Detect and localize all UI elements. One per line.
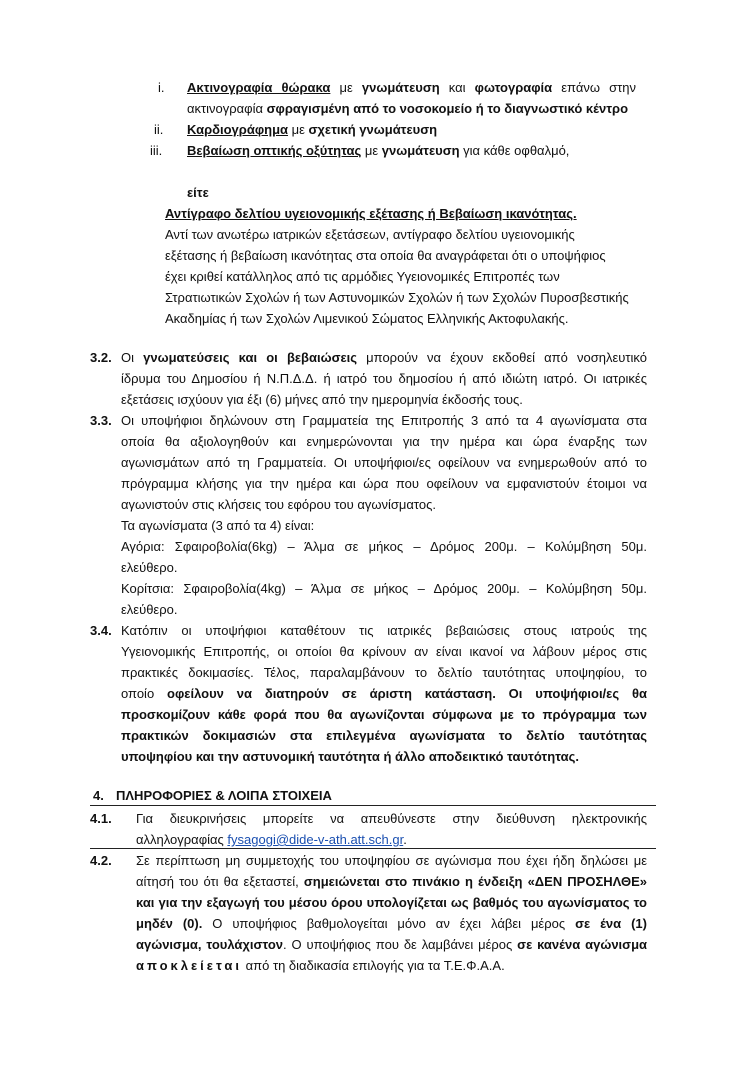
heading-rule xyxy=(90,805,656,806)
section-4-heading: ΠΛΗΡΟΦΟΡΙΕΣ & ΛΟΙΠΑ ΣΤΟΙΧΕΙΑ xyxy=(116,788,332,803)
section-4-2-text: Σε περίπτωση μη συμμετοχής του υποψηφίου σε αγώνισμα που έχει ήδη δηλώσει με xyxy=(136,853,647,868)
list-marker: ii. xyxy=(154,122,164,137)
events-girls-cont: ελεύθερο. xyxy=(121,602,178,617)
copy-certificate-title: Αντίγραφο δελτίου υγειονομικής εξέτασης ή Βεβαίωση ικανότητας. xyxy=(165,206,577,221)
email-link[interactable]: fysagogi@dide-v-ath.att.sch.gr xyxy=(227,832,404,847)
section-4-2-text: και για την εξαγωγή του μέσου όρου υπολογίζεται ως βαθμός του αγωνίσματος το xyxy=(136,895,647,910)
section-3-3-text: οποία θα αξιολογηθούν και ενημερώνονται για την ημέρα και ώρα έναρξης των xyxy=(121,434,647,449)
section-3-4-text: πρακτικών δοκιμασιών στα επιλεγμένα αγωνίσματα το δελτίο ταυτότητας xyxy=(121,728,647,743)
events-intro: Τα αγωνίσματα (3 από τα 4) είναι: xyxy=(121,518,315,533)
section-4-2-text: αποκλείεται από τη διαδικασία επιλογής για τα Τ.Ε.Φ.Α.Α. xyxy=(136,958,505,973)
section-3-3-text: αγωνισμάτων από τη Γραμματεία. Οι υποψήφιοι/ες οφείλουν να ενημερωθούν από το xyxy=(121,455,647,470)
section-3-4-text: Κατόπιν οι υποψήφιοι καταθέτουν τις ιατρικές βεβαιώσεις στους ιατρούς της xyxy=(121,623,647,638)
section-number: 4.2. xyxy=(90,853,112,868)
list-item-visual-acuity: Βεβαίωση οπτικής οξύτητας με γνωμάτευση για κάθε οφθαλμό, xyxy=(187,143,570,158)
copy-certificate-text: Στρατιωτικών Σχολών ή των Αστυνομικών Σχολών ή των Σχολών Πυροσβεστικής xyxy=(165,290,629,305)
section-number: 4. xyxy=(93,788,104,803)
section-number: 4.1. xyxy=(90,811,112,826)
section-4-1-text: αλληλογραφίας fysagogi@dide-v-ath.att.sch.gr. xyxy=(136,832,407,847)
copy-certificate-text: Αντί των ανωτέρω ιατρικών εξετάσεων, αντίγραφο δελτίου υγειονομικής xyxy=(165,227,575,242)
section-3-4-text: οποίο οφείλουν να διατηρούν σε άριστη κατάσταση. Οι υποψήφιοι/ες θα xyxy=(121,686,647,701)
section-rule xyxy=(90,848,656,849)
section-4-2-text: μηδέν (0). Ο υποψήφιος βαθμολογείται μόνο αν έχει λάβει μέρος σε ένα (1) xyxy=(136,916,647,931)
section-4-1-text: Για διευκρινήσεις μπορείτε να απευθύνεστε στην διεύθυνση ηλεκτρονικής xyxy=(136,811,647,826)
section-3-4-text: υποψηφίου και την αστυνομική ταυτότητα ή άλλο αποδεικτικό ταυτότητας. xyxy=(121,749,579,764)
events-boys-cont: ελεύθερο. xyxy=(121,560,178,575)
list-item-cardiogram: Καρδιογράφημα με σχετική γνωμάτευση xyxy=(187,122,438,137)
either-label: είτε xyxy=(187,185,209,200)
copy-certificate-text: Ακαδημίας ή των Σχολών Λιμενικού Σώματος Ελληνικής Ακτοφυλακής. xyxy=(165,311,569,326)
section-number: 3.3. xyxy=(90,413,112,428)
section-3-4-text: πρακτικές δοκιμασίες. Τέλος, παραλαμβάνουν το δελτίο ταυτότητας υποψηφίου, το xyxy=(121,665,647,680)
section-3-3-text: πρόγραμμα κλήσης για την ημέρα και ώρα που οφείλουν να εμφανιστούν έτοιμοι να xyxy=(121,476,647,491)
section-3-2-text: εξετάσεις ισχύουν για έξι (6) μήνες από την ημερομηνία έκδοσής τους. xyxy=(121,392,523,407)
section-4-2-text: αγώνισμα, τουλάχιστον. Ο υποψήφιος που δε λαμβάνει μέρος σε κανένα αγώνισμα xyxy=(136,937,648,952)
section-number: 3.2. xyxy=(90,350,112,365)
events-girls: Κορίτσια: Σφαιροβολία(4kg) – Άλμα σε μήκος – Δρόμος 200μ. – Κολύμβηση 50μ. xyxy=(121,581,647,596)
list-item-chest-xray: Ακτινογραφία θώρακα με γνωμάτευση και φωτογραφία επάνω στην xyxy=(187,80,637,95)
section-3-4-text: Υγειονομικής Επιτροπής, οι οποίοι θα κρίνουν αν είναι ικανοί να λάβουν μέρος στις xyxy=(121,644,647,659)
list-marker: iii. xyxy=(150,143,163,158)
events-boys: Αγόρια: Σφαιροβολία(6kg) – Άλμα σε μήκος – Δρόμος 200μ. – Κολύμβηση 50μ. xyxy=(121,539,647,554)
section-3-3-text: αγωνιστούν στις κλήσεις του εφόρου του αγωνίσματος. xyxy=(121,497,436,512)
list-marker: i. xyxy=(158,80,165,95)
section-3-2-text: ίδρυμα του Δημοσίου ή Ν.Π.Δ.Δ. ή ιατρό του δημοσίου ή από ιδιώτη ιατρό. Οι ιατρικές xyxy=(121,371,647,386)
section-4-2-text: αίτησή του ότι θα εξεταστεί, σημειώνεται στο πινάκιο η ένδειξη «ΔΕΝ ΠΡΟΣΗΛΘΕ» xyxy=(136,874,647,889)
section-3-4-text: προσκομίζουν κάθε φορά που θα αγωνίζονται σύμφωνα με το πρόγραμμα των xyxy=(121,707,647,722)
section-3-2-text: Οι γνωματεύσεις και οι βεβαιώσεις μπορούν να έχουν εκδοθεί από νοσηλευτικό xyxy=(121,350,647,365)
section-number: 3.4. xyxy=(90,623,112,638)
section-3-3-text: Οι υποψήφιοι δηλώνουν στη Γραμματεία της Επιτροπής 3 από τα 4 αγωνίσματα στα xyxy=(121,413,647,428)
copy-certificate-text: έχει κριθεί κατάλληλος από τις αρμόδιες Υγειονομικές Επιτροπές των xyxy=(165,269,560,284)
copy-certificate-text: εξέτασης ή βεβαίωση ικανότητας στα οποία θα αναγράφεται ότι ο υποψήφιος xyxy=(165,248,606,263)
list-item-chest-xray-cont: ακτινογραφία σφραγισμένη από το νοσοκομείο ή το διαγνωστικό κέντρο xyxy=(187,101,629,116)
